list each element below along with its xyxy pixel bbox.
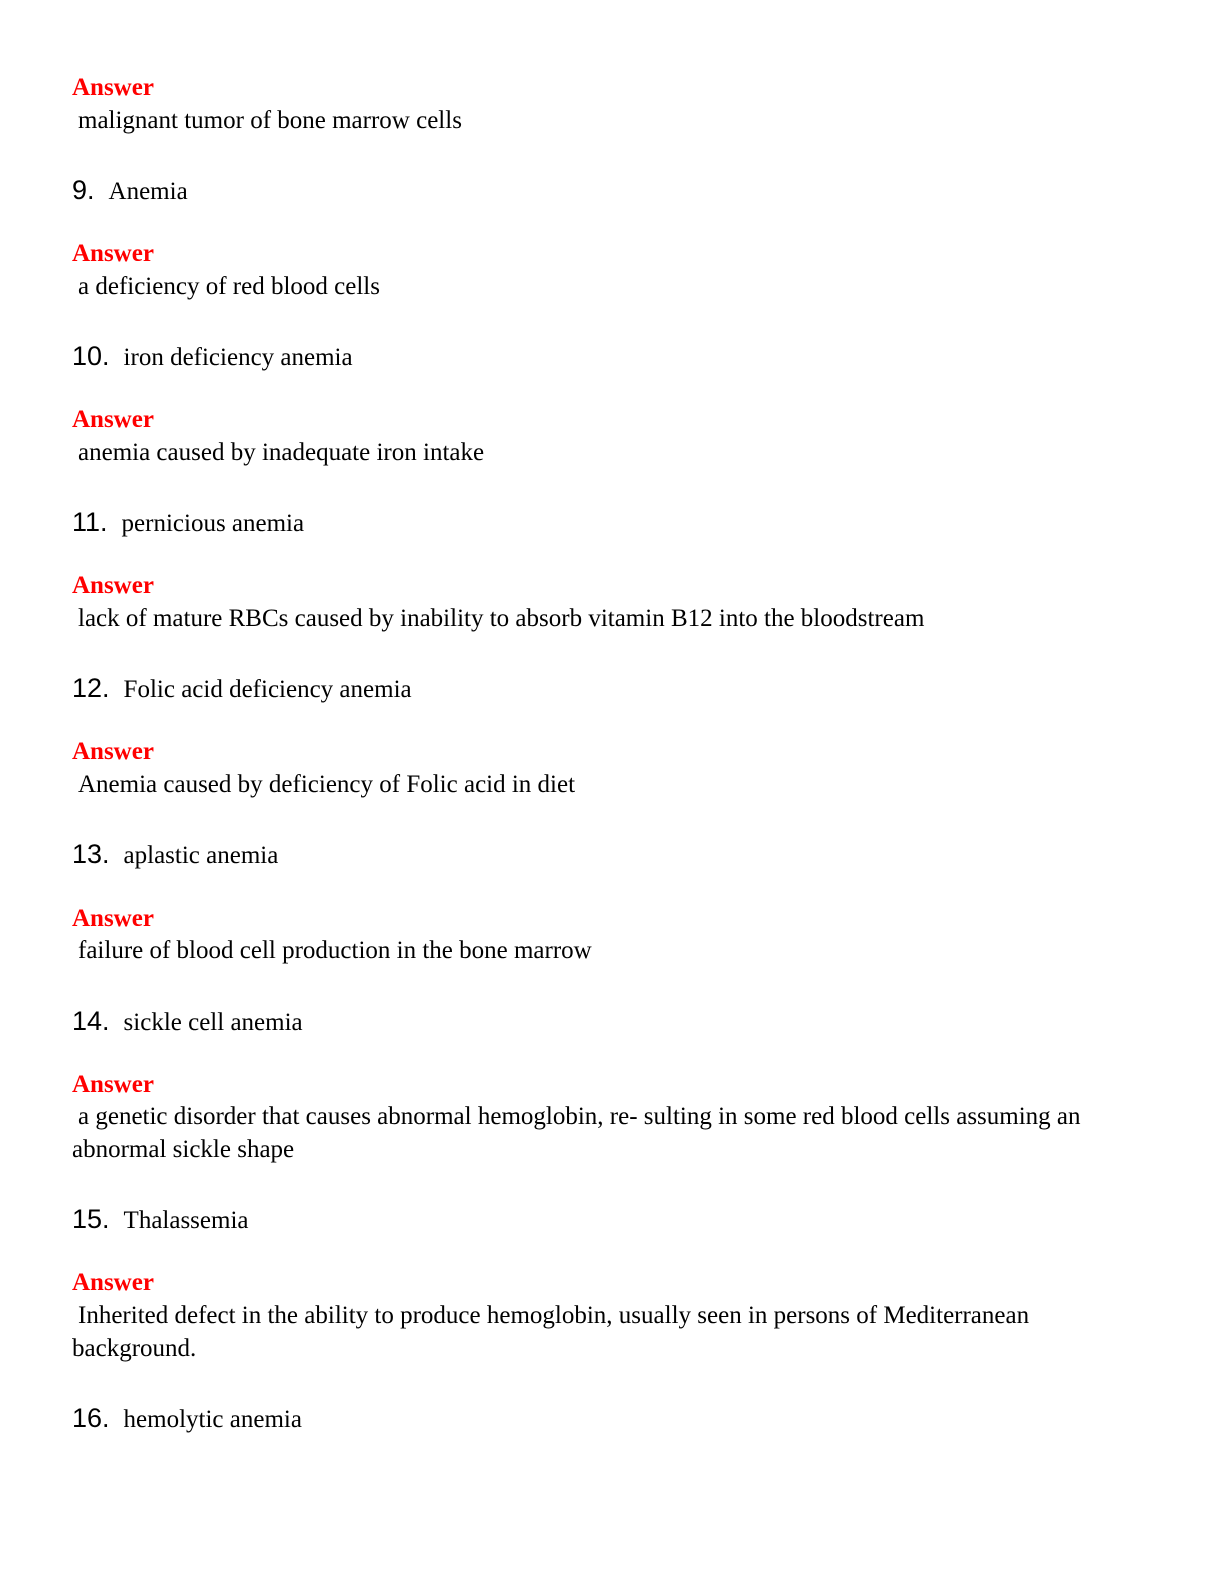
question-number: 9.	[72, 175, 95, 205]
question-term: Folic acid deficiency anemia	[123, 676, 412, 703]
question-number: 14.	[72, 1006, 110, 1036]
question-item	[72, 175, 188, 207]
question-item	[72, 1204, 249, 1236]
question-item	[72, 839, 278, 871]
question-term: sickle cell anemia	[123, 1009, 303, 1036]
answer-text: Inherited defect in the ability to produce hemoglobin, usually seen in persons of Mediterranean background.	[72, 1302, 1030, 1362]
answer-label: Answer	[72, 905, 154, 932]
answer-label: Answer	[72, 74, 154, 101]
question-number: 11.	[72, 507, 108, 537]
question-term: Thalassemia	[123, 1207, 249, 1234]
question-item	[72, 341, 353, 373]
answer-text: lack of mature RBCs caused by inability to absorb vitamin B12 into the bloodstream	[78, 605, 925, 632]
answer-label: Answer	[72, 1071, 154, 1098]
answer-text: anemia caused by inadequate iron intake	[78, 439, 485, 466]
answer-label: Answer	[72, 738, 154, 765]
answer-label: Answer	[72, 1269, 154, 1296]
question-term: Anemia	[108, 178, 188, 205]
question-item	[72, 673, 412, 705]
answer-text: a genetic disorder that causes abnormal hemoglobin, re- sulting in some red blood cells assuming an abnormal sickle shape	[72, 1103, 1081, 1163]
question-number: 10.	[72, 341, 110, 371]
question-number: 13.	[72, 839, 110, 869]
answer-label: Answer	[72, 240, 154, 267]
answer-label: Answer	[72, 406, 154, 433]
question-term: hemolytic anemia	[123, 1406, 302, 1433]
question-item	[72, 1403, 302, 1435]
question-term: iron deficiency anemia	[123, 344, 353, 371]
question-number: 12.	[72, 673, 110, 703]
answer-text: failure of blood cell production in the bone marrow	[78, 937, 592, 964]
question-number: 15.	[72, 1204, 110, 1234]
answer-text: Anemia caused by deficiency of Folic acid in diet	[78, 771, 576, 798]
answer-text: a deficiency of red blood cells	[78, 273, 380, 300]
question-term: aplastic anemia	[123, 842, 279, 869]
question-item	[72, 507, 304, 539]
question-item	[72, 1006, 303, 1038]
answer-label: Answer	[72, 572, 154, 599]
answer-text: malignant tumor of bone marrow cells	[78, 107, 462, 134]
question-number: 16.	[72, 1403, 110, 1433]
question-term: pernicious anemia	[121, 510, 305, 537]
